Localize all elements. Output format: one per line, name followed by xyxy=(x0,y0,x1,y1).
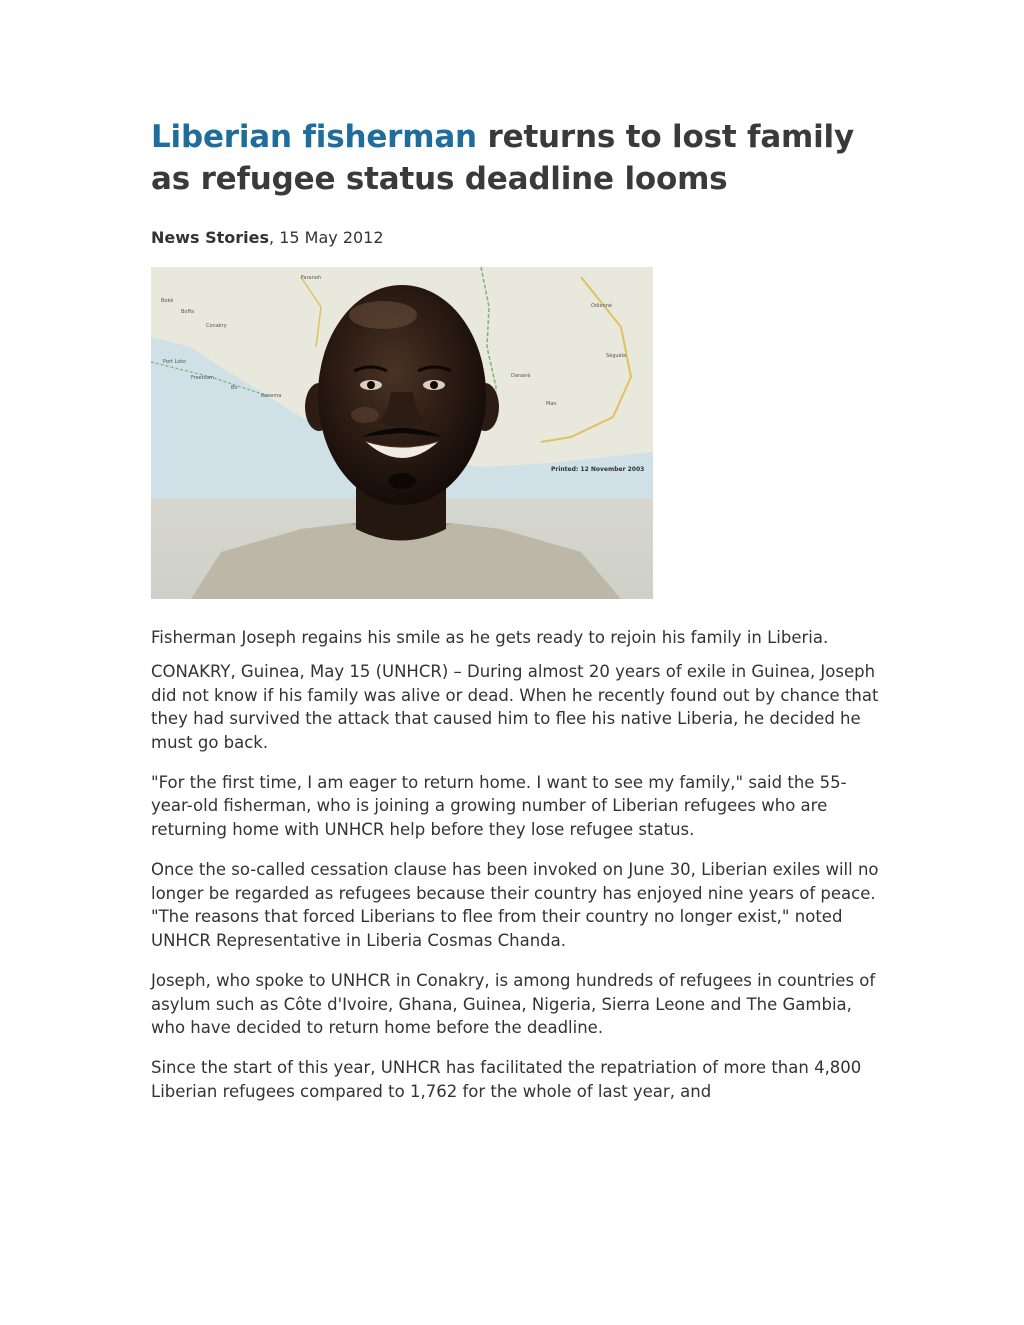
svg-text:Boffa: Boffa xyxy=(181,309,194,315)
article-photo xyxy=(151,267,653,599)
article-paragraph: "For the first time, I am eager to return home. I want to see my family," said the 55-year-old fisherman, who is joining a growing number of Liberian refugees who are returning home with UNHCR help before they lose refugee status. xyxy=(151,772,847,840)
article-title-rest: returns to lost family as refugee status deadline looms xyxy=(151,119,854,197)
article-meta xyxy=(151,227,879,249)
article-title-highlight[interactable]: Liberian fisherman xyxy=(151,119,477,155)
article-paragraph: Once the so-called cessation clause has been invoked on June 30, Liberian exiles will no longer be regarded as refugees because their country has enjoyed nine years of peace. "The reasons that forced Liberians to flee from their country no longer exist," noted UNHCR Representative in Liberia Cosmas Chanda. xyxy=(151,860,879,950)
article-paragraph: Joseph, who spoke to UNHCR in Conakry, is among hundreds of refugees in countries of asylum such as Côte d'Ivoire, Ghana, Guinea, Nigeria, Sierra Leone and The Gambia, who have decided to return home before the deadline. xyxy=(151,971,876,1038)
article-paragraph: Since the start of this year, UNHCR has facilitated the repatriation of more than 4,800 Liberian refugees compared to 1,762 for the whole of last year, and xyxy=(151,1058,862,1101)
article-date: 15 May 2012 xyxy=(279,228,384,247)
svg-text:Faranah: Faranah xyxy=(301,275,322,281)
article-paragraph: CONAKRY, Guinea, May 15 (UNHCR) – During almost 20 years of exile in Guinea, Joseph did not know if his family was alive or dead. When he recently found out by chance that they had survived the attack that caused him to flee his native Liberia, he decided he must go back. xyxy=(151,662,879,752)
article-section-link[interactable]: News Stories xyxy=(151,228,270,247)
svg-text:Printed: 12 November 2003: Printed: 12 November 2003 xyxy=(551,466,645,473)
svg-text:Man: Man xyxy=(546,401,557,407)
svg-text:Port Loko: Port Loko xyxy=(163,359,187,365)
photo-caption: Fisherman Joseph regains his smile as he gets ready to rejoin his family in Liberia. xyxy=(151,628,829,647)
date-separator: , xyxy=(269,228,280,247)
svg-text:Boké: Boké xyxy=(161,298,174,304)
article xyxy=(151,116,879,1120)
photo-illustration xyxy=(151,267,653,599)
svg-text:Bo: Bo xyxy=(231,385,238,391)
svg-text:Odienné: Odienné xyxy=(591,303,612,309)
svg-text:Freetown: Freetown xyxy=(191,375,214,381)
svg-text:Conakry: Conakry xyxy=(206,323,227,329)
svg-text:Séguéla: Séguéla xyxy=(606,353,627,359)
article-title xyxy=(151,116,871,200)
svg-text:Kenema: Kenema xyxy=(261,393,282,399)
svg-text:Danané: Danané xyxy=(511,373,531,379)
